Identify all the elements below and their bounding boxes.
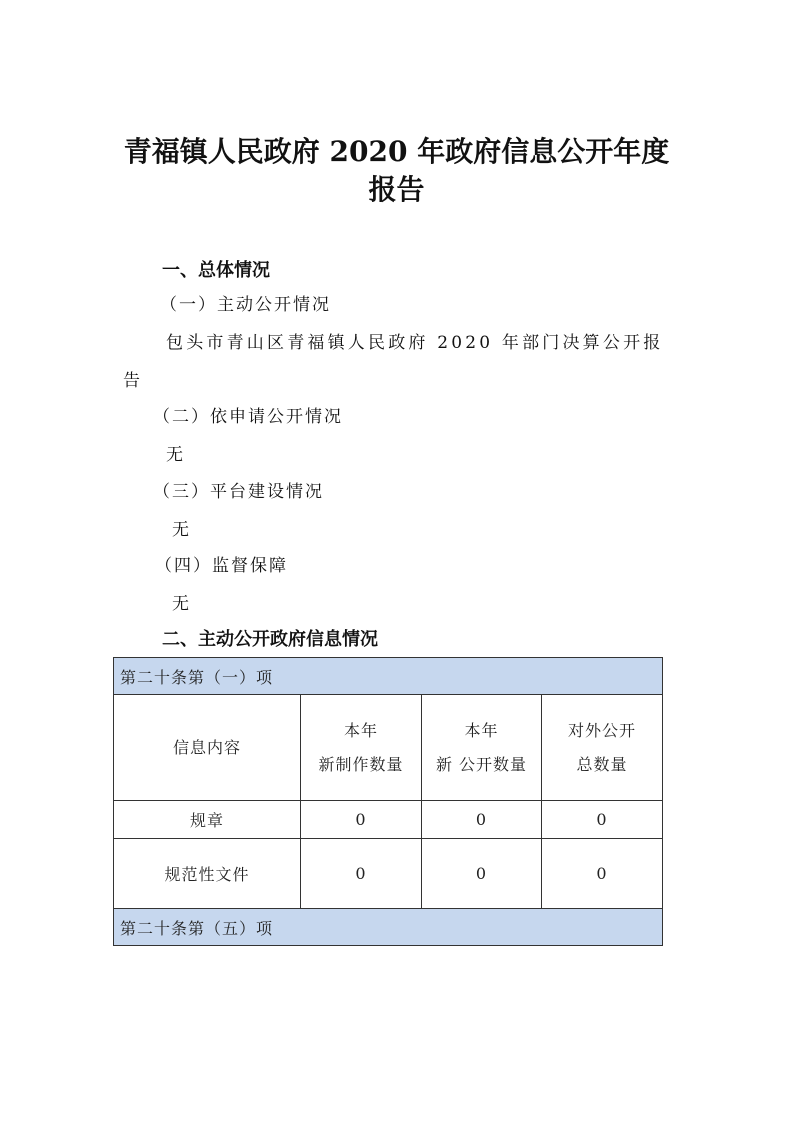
header-info-content: 信息内容	[114, 695, 301, 801]
header-new-published	[422, 695, 542, 801]
table-row	[114, 839, 663, 909]
band-article-20-item-5: 第二十条第（五）项	[114, 909, 663, 946]
header-new-made-line-1: 本年	[343, 720, 378, 740]
header-total-public-line-2: 总数量	[576, 754, 628, 774]
subsection-1-heading: （一）主动公开情况	[160, 295, 331, 315]
disclosure-table	[113, 657, 663, 946]
header-new-made	[301, 695, 422, 801]
subsection-4-text: 无	[172, 594, 191, 614]
row-new-published: 0	[422, 839, 542, 909]
document-title	[0, 133, 793, 209]
table-row	[114, 801, 663, 839]
row-name: 规章	[114, 801, 301, 839]
section-1-heading: 一、总体情况	[162, 260, 270, 281]
row-total: 0	[542, 801, 663, 839]
table-band-row	[114, 658, 663, 695]
table-header-row	[114, 695, 663, 801]
row-name: 规范性文件	[114, 839, 301, 909]
header-total-public	[542, 695, 663, 801]
title-line-2: 报告	[368, 173, 425, 206]
band-article-20-item-1: 第二十条第（一）项	[114, 658, 663, 695]
subsection-1-text-line-1: 包头市青山区青福镇人民政府 2020 年部门决算公开报	[166, 333, 664, 353]
subsection-3-heading: （三）平台建设情况	[153, 482, 324, 502]
row-new-made: 0	[301, 839, 422, 909]
subsection-2-text: 无	[166, 445, 185, 465]
row-new-made: 0	[301, 801, 422, 839]
subsection-3-text: 无	[172, 520, 191, 540]
row-new-published: 0	[422, 801, 542, 839]
table-band-row	[114, 909, 663, 946]
header-new-made-line-2: 新制作数量	[318, 754, 404, 774]
subsection-2-heading: （二）依申请公开情况	[153, 407, 343, 427]
section-2-heading: 二、主动公开政府信息情况	[162, 629, 378, 650]
row-total: 0	[542, 839, 663, 909]
header-new-published-line-1: 本年	[464, 720, 499, 740]
subsection-4-heading: （四）监督保障	[155, 556, 288, 576]
subsection-1-text-line-2: 告	[123, 371, 142, 391]
header-new-published-line-2: 新 公开数量	[435, 754, 528, 774]
header-total-public-line-1: 对外公开	[568, 720, 637, 740]
title-line-1: 青福镇人民政府 2020 年政府信息公开年度	[123, 135, 670, 168]
